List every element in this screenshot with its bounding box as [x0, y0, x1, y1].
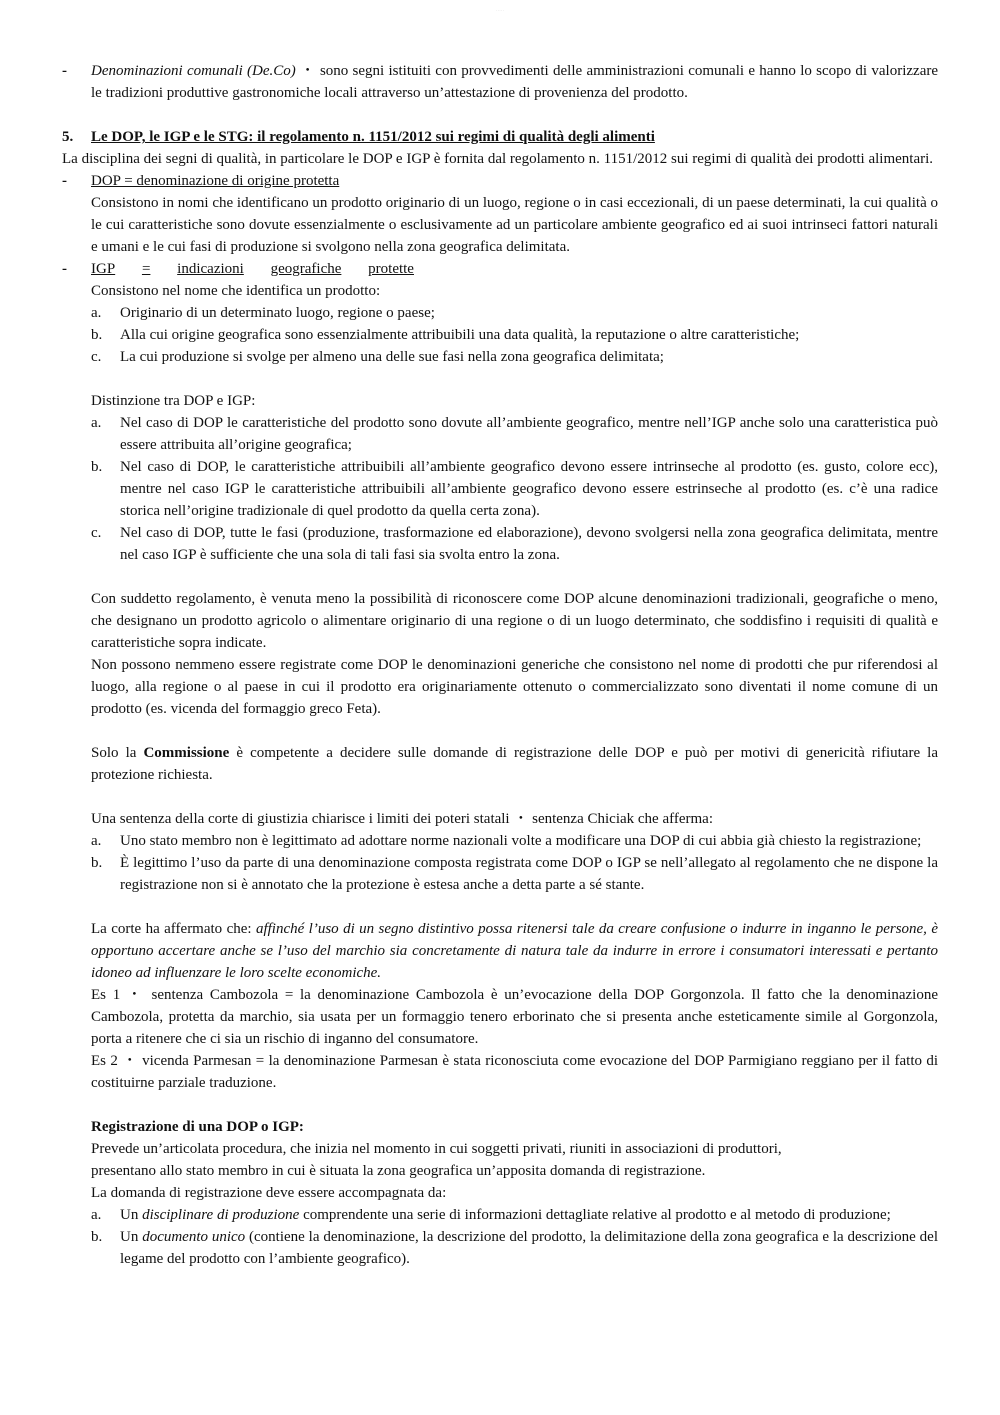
corte-paragraph: La corte ha affermato che: affinché l’uso di un segno distintivo possa ritenersi tale da creare confusione o indurre in inganno le persone, è opportuno accertare anche se l’uso del marchio sia concretamente di natura tale da indurre in errore i consumatori interessati e pertanto idoneo ad influenzare le loro scelte economiche. [91, 921, 938, 981]
paragraph: Non possono nemmeno essere registrate come DOP le denominazioni generiche che consistono nel nome di prodotti che pur riferendosi al luogo, alla regione o al paese in cui il prodotto era originariamente ottenuto o commercializzato sono diventati il nome comune di un prodotto (es. vicenda del formaggio greco Feta). [91, 657, 938, 717]
dop-title: DOP = denominazione di origine protetta [91, 173, 340, 189]
example-2: Es 2 ・ vicenda Parmesan = la denominazione Parmesan è stata riconosciuta come evocazione del DOP Parmigiano reggiano per il fatto di costituirne parziale traduzione. [91, 1053, 938, 1091]
distinzione-list [62, 412, 938, 566]
page-content [62, 60, 938, 1270]
paragraph: Con suddetto regolamento, è venuta meno la possibilità di riconoscere come DOP alcune denominazioni tradizionali, geografiche o meno, che designano un prodotto agricolo o alimentare originario di una regione o di un luogo determinato, che soddisfino i requisiti di qualità e caratteristiche sopra indicate. [91, 591, 938, 651]
igp-bullet [62, 258, 938, 280]
section-heading [62, 126, 938, 148]
registrazione-line: Prevede un’articolata procedura, che inizia nel momento in cui soggetti privati, riuniti in associazioni di produttori, [91, 1141, 782, 1157]
list-item: b. Un documento unico (contiene la denominazione, la descrizione del prodotto, la delimitazione della zona geografica e la descrizione del legame del prodotto con l’ambiente geografico). [91, 1229, 938, 1267]
registrazione-title: Registrazione di una DOP o IGP: [91, 1119, 304, 1135]
list-item: a. Un disciplinare di produzione comprendente una serie di informazioni dettagliate relative al prodotto e al metodo di produzione; [91, 1207, 891, 1223]
deco-separator: ・ [300, 63, 316, 79]
bullet-marker: - [62, 173, 67, 189]
list-item: b. È legittimo l’uso da parte di una denominazione composta registrata come DOP o IGP se nell’allegato al regolamento che ne dispone la registrazione non si è annotato che la protezione è estesa anche a detta parte a sé stante. [91, 855, 938, 893]
example-1: Es 1 ・ sentenza Cambozola = la denominazione Cambozola è un’evocazione della DOP Gorgonzola. Il fatto che la denominazione Cambozola, protetta da marchio, sia usata per un formaggio tenero erborinato che si presenta anche esteticamente simile al Gorgonzola, porta a ritenere che ci sia un rischio di inganno del consumatore. [91, 987, 938, 1047]
dop-bullet [62, 170, 938, 192]
dop-text: Consistono in nomi che identificano un prodotto originario di un luogo, regione o in casi eccezionali, di un paese determinati, la cui qualità o le cui caratteristiche sono dovute essenzialmente o esclusivamente ad un particolare ambiente geografico ed ai suoi intrinseci fattori naturali e umani e le cui fasi di produzione si svolgono nella zona geografica delimitata. [91, 195, 938, 255]
registrazione-list [62, 1204, 938, 1270]
header-mark: · · · · · [496, 9, 504, 13]
list-item: b. Alla cui origine geografica sono essenzialmente attribuibili una data qualità, la reputazione o altre caratteristiche; [91, 327, 800, 343]
sentenza-intro: Una sentenza della corte di giustizia chiarisce i limiti dei poteri statali ・ sentenza Chiciak che afferma: [91, 811, 713, 827]
sentenza-list [62, 830, 938, 896]
bullet-marker: - [62, 63, 67, 79]
section-number: 5. [62, 129, 74, 145]
list-item: c. La cui produzione si svolge per almeno una delle sue fasi nella zona geografica delimitata; [91, 349, 664, 365]
deco-bullet [62, 60, 938, 104]
list-item: a. Uno stato membro non è legittimato ad adottare norme nazionali volte a modificare una DOP di cui abbia già chiesto la registrazione; [91, 833, 922, 849]
distinzione-title: Distinzione tra DOP e IGP: [91, 393, 256, 409]
igp-list [62, 302, 938, 368]
section-title: Le DOP, le IGP e le STG: il regolamento n. 1151/2012 sui regimi di qualità degli alimenti [91, 129, 655, 145]
list-item: c. Nel caso di DOP, tutte le fasi (produzione, trasformazione ed elaborazione), devono svolgersi nella zona geografica delimitata, mentre nel caso IGP è sufficiente che una sola di tali fasi sia svolta entro la zona. [91, 525, 938, 563]
list-item: b. Nel caso di DOP, le caratteristiche attribuibili all’ambiente geografico devono essere intrinseche al prodotto (es. gusto, colore ecc), mentre nel caso IGP le caratteristiche attribuibili all’ambiente geografico devono essere estrinseche al prodotto (es. c’è una radice storica nell’origine tradizionale di quel prodotto da quella certa zona). [91, 459, 938, 519]
igp-intro: Consistono nel nome che identifica un prodotto: [91, 283, 381, 299]
section-intro: La disciplina dei segni di qualità, in particolare le DOP e IGP è fornita dal regolamento n. 1151/2012 sui regimi di qualità dei prodotti alimentari. [62, 151, 934, 167]
deco-term: Denominazioni comunali (De.Co) [91, 63, 296, 79]
bullet-marker: - [62, 261, 67, 277]
deco-text: sono segni istituiti con provvedimenti delle amministrazioni comunali e hanno lo scopo di valorizzare le tradizioni produttive gastronomiche locali attraverso un’attestazione di provenienza del prodotto. [91, 63, 939, 101]
commissione-paragraph: Solo la Commissione è competente a decidere sulle domande di registrazione delle DOP e può per motivi di genericità rifiutare la protezione richiesta. [91, 745, 938, 783]
registrazione-line: presentano allo stato membro in cui è situata la zona geografica un’apposita domanda di registrazione. [91, 1163, 706, 1179]
list-item: a. Originario di un determinato luogo, regione o paese; [91, 305, 435, 321]
list-item: a. Nel caso di DOP le caratteristiche del prodotto sono dovute all’ambiente geografico, mentre nell’IGP anche solo una caratteristica può essere attribuita all’origine geografica; [91, 415, 938, 453]
igp-title: IGP = indicazioni geografiche protette [91, 261, 414, 277]
registrazione-line: La domanda di registrazione deve essere accompagnata da: [91, 1185, 447, 1201]
